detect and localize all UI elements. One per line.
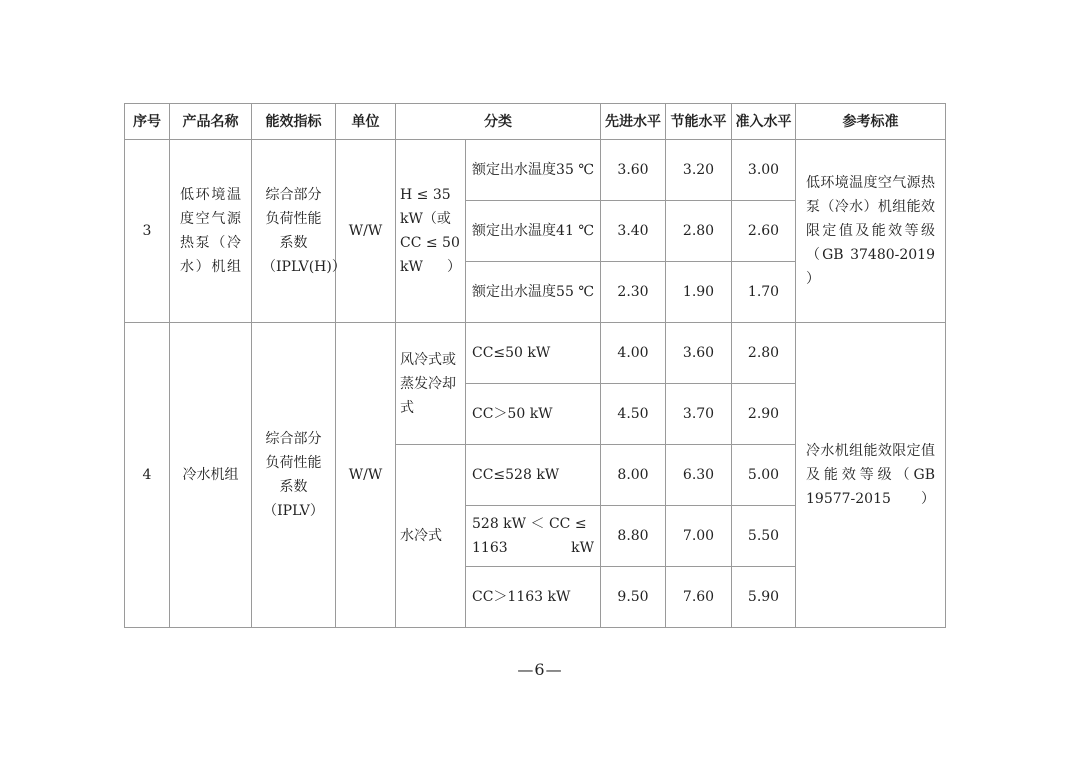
cell-entry: 2.90	[732, 384, 796, 445]
cell-advanced: 8.00	[601, 445, 666, 506]
sub-label-text: 额定出水温度55 ℃	[472, 284, 594, 300]
header-no: 序号	[125, 104, 170, 140]
header-indicator: 能效指标	[252, 104, 336, 140]
indicator-text: 综合部分负荷性能系数（IPLV）	[263, 431, 324, 519]
table-header-row	[125, 104, 946, 140]
cell-advanced: 3.60	[601, 140, 666, 201]
cell-saving: 3.70	[666, 384, 732, 445]
table-row	[125, 140, 946, 201]
cell-entry: 5.50	[732, 506, 796, 567]
cell-saving: 7.60	[666, 567, 732, 628]
cell-saving: 3.60	[666, 323, 732, 384]
header-advanced: 先进水平	[601, 104, 666, 140]
table-row	[125, 323, 946, 384]
sub-label	[466, 506, 601, 567]
header-product: 产品名称	[170, 104, 252, 140]
row-standard	[796, 140, 946, 323]
row-product	[170, 140, 252, 323]
row-unit: W/W	[336, 323, 396, 628]
category-air-text: 风冷式或蒸发冷却式	[400, 351, 456, 416]
cell-advanced: 3.40	[601, 201, 666, 262]
energy-efficiency-table	[124, 103, 946, 628]
row-no: 4	[125, 323, 170, 628]
sub-label	[466, 140, 601, 201]
cell-advanced: 4.50	[601, 384, 666, 445]
cell-entry: 2.80	[732, 323, 796, 384]
header-category: 分类	[396, 104, 601, 140]
sub-label-text: 528 kW ＜ CC ≤ 1163 kW	[472, 516, 594, 556]
cell-entry: 1.70	[732, 262, 796, 323]
sub-label	[466, 323, 601, 384]
row-indicator	[252, 323, 336, 628]
row-standard	[796, 323, 946, 628]
row-product	[170, 323, 252, 628]
sub-label-text: CC≤50 kW	[472, 345, 551, 361]
cell-advanced: 4.00	[601, 323, 666, 384]
standard-text: 低环境温度空气源热泵（冷水）机组能效限定值及能效等级（GB 37480-2019 ）	[806, 175, 935, 287]
sub-label-text: CC≤528 kW	[472, 467, 560, 483]
sub-label-text: 额定出水温度41 ℃	[472, 223, 594, 239]
product-text: 低环境温度空气源热泵（冷水）机组	[180, 187, 241, 275]
sub-label	[466, 262, 601, 323]
cell-saving: 3.20	[666, 140, 732, 201]
row-category-air	[396, 323, 466, 445]
cell-entry: 2.60	[732, 201, 796, 262]
sub-label	[466, 445, 601, 506]
header-saving: 节能水平	[666, 104, 732, 140]
row-indicator	[252, 140, 346, 323]
header-standard: 参考标准	[796, 104, 946, 140]
cell-entry: 3.00	[732, 140, 796, 201]
sub-label	[466, 201, 601, 262]
cell-advanced: 2.30	[601, 262, 666, 323]
standard-text: 冷水机组能效限定值及能效等级（GB 19577-2015）	[806, 443, 935, 507]
cell-saving: 1.90	[666, 262, 732, 323]
row-no: 3	[125, 140, 170, 323]
page-number: —6—	[517, 660, 563, 679]
category-water-text: 水冷式	[400, 528, 442, 544]
cell-entry: 5.00	[732, 445, 796, 506]
cell-advanced: 8.80	[601, 506, 666, 567]
category-text: H ≤ 35 kW（或CC ≤ 50 kW）	[400, 187, 461, 275]
header-unit: 单位	[336, 104, 396, 140]
row-category-water	[396, 445, 466, 628]
indicator-text: 综合部分负荷性能系数（IPLV(H)）	[262, 187, 346, 275]
product-text: 冷水机组	[182, 467, 239, 483]
row-unit: W/W	[336, 140, 396, 323]
sub-label-text: CC＞1163 kW	[472, 589, 571, 605]
sub-label	[466, 567, 601, 628]
sub-label-text: 额定出水温度35 ℃	[472, 162, 594, 178]
cell-advanced: 9.50	[601, 567, 666, 628]
header-entry: 准入水平	[732, 104, 796, 140]
cell-saving: 7.00	[666, 506, 732, 567]
cell-entry: 5.90	[732, 567, 796, 628]
cell-saving: 2.80	[666, 201, 732, 262]
row-category	[396, 140, 466, 323]
sub-label-text: CC＞50 kW	[472, 406, 553, 422]
sub-label	[466, 384, 601, 445]
cell-saving: 6.30	[666, 445, 732, 506]
